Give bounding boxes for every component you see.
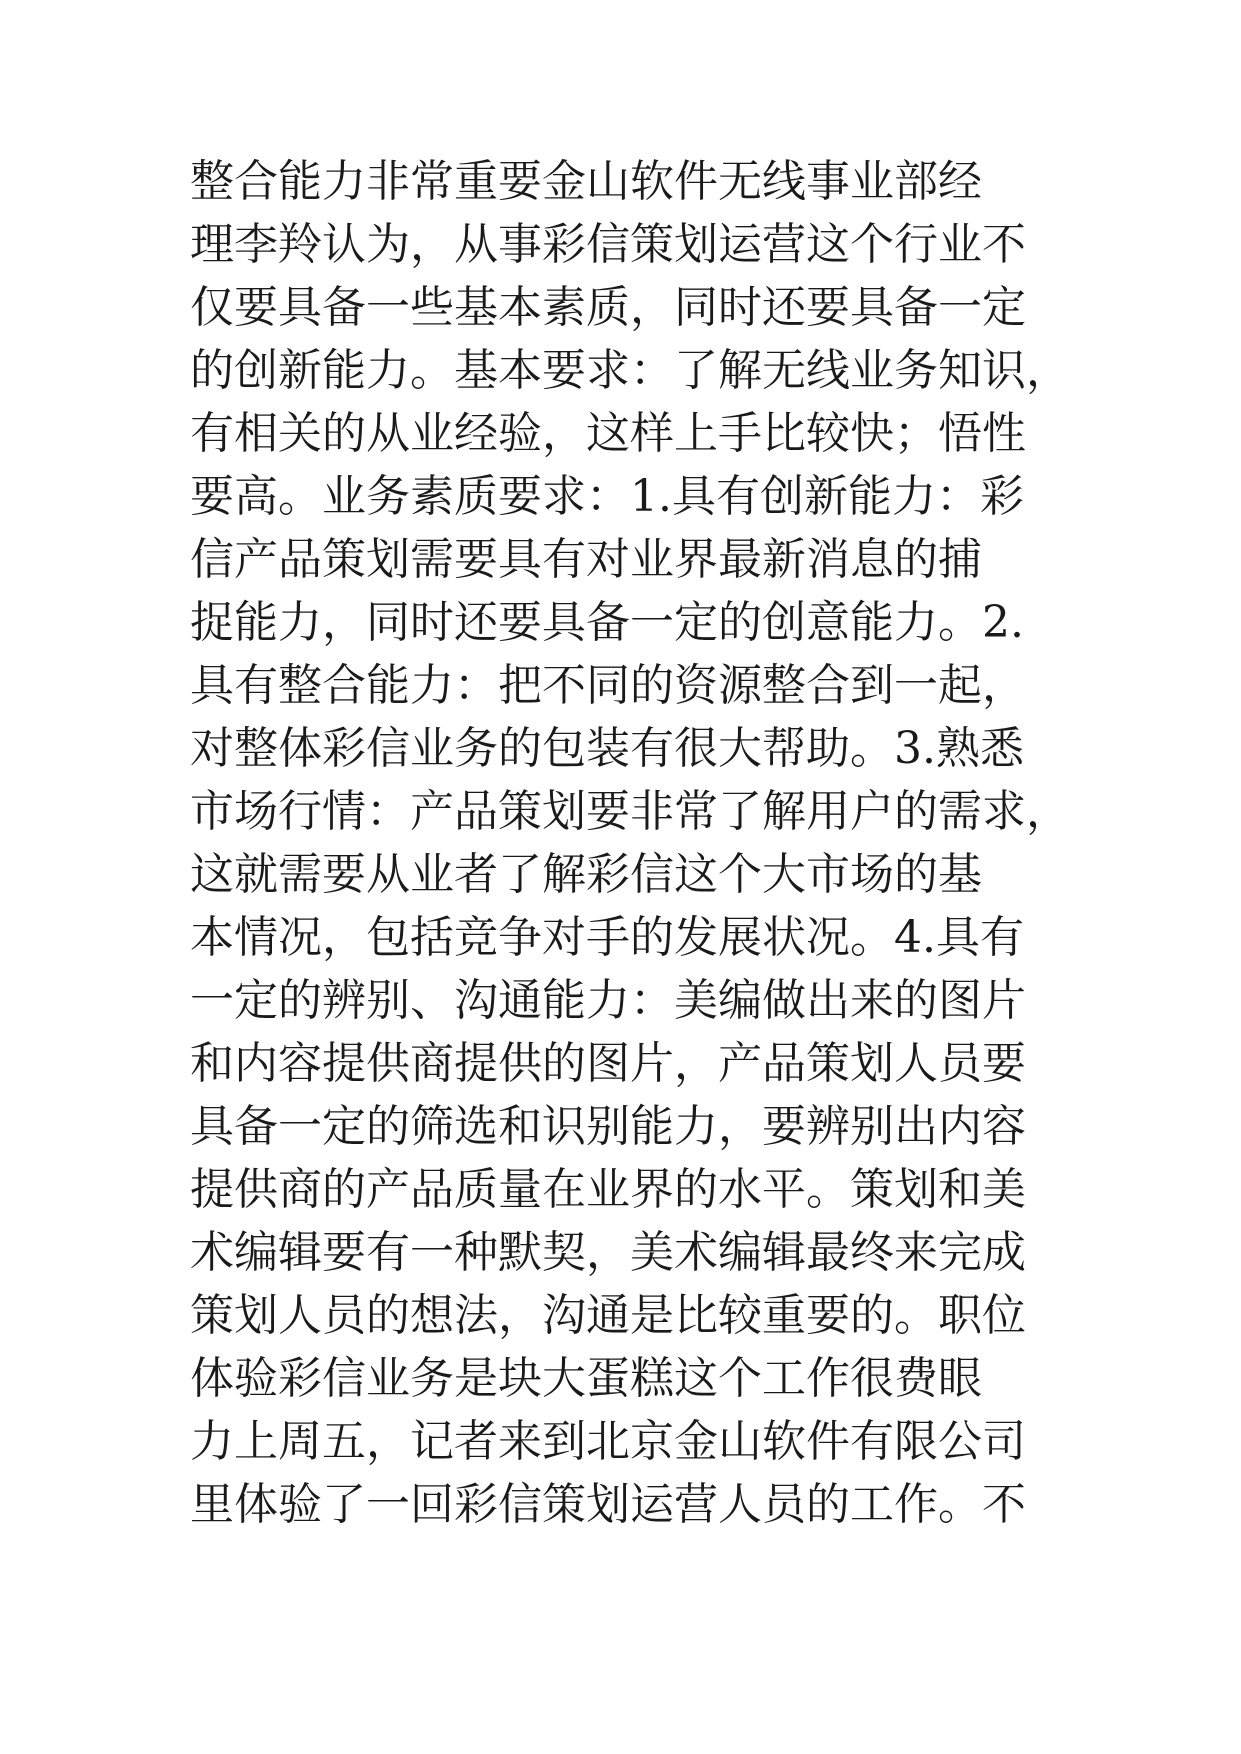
text-line: 一定的辨别、沟通能力：美编做出来的图片	[190, 975, 1026, 1026]
text-line: 提供商的产品质量在业界的水平。策划和美	[190, 1164, 1026, 1215]
text-line: 体验彩信业务是块大蛋糕这个工作很费眼	[190, 1353, 982, 1404]
text-line: 捉能力，同时还要具备一定的创意能力。2.	[190, 597, 1024, 648]
text-line: 和内容提供商提供的图片，产品策划人员要	[190, 1038, 1026, 1089]
text-line: 的创新能力。基本要求：了解无线业务知识，	[190, 345, 1070, 396]
body-text	[190, 150, 1070, 1536]
text-line: 术编辑要有一种默契，美术编辑最终来完成	[190, 1227, 1026, 1278]
text-line: 有相关的从业经验，这样上手比较快；悟性	[190, 408, 1026, 459]
text-line: 具备一定的筛选和识别能力，要辨别出内容	[190, 1101, 1026, 1152]
text-line: 策划人员的想法，沟通是比较重要的。职位	[190, 1290, 1026, 1341]
text-line: 市场行情：产品策划要非常了解用户的需求，	[190, 786, 1070, 837]
text-line: 本情况，包括竞争对手的发展状况。4.具有	[190, 912, 1024, 963]
text-line: 信产品策划需要具有对业界最新消息的捕	[190, 534, 982, 585]
text-line: 具有整合能力：把不同的资源整合到一起，	[190, 660, 1026, 711]
text-line: 仅要具备一些基本素质，同时还要具备一定	[190, 282, 1026, 333]
text-line: 整合能力非常重要金山软件无线事业部经	[190, 156, 982, 207]
text-line: 理李羚认为，从事彩信策划运营这个行业不	[190, 219, 1026, 270]
text-line: 力上周五，记者来到北京金山软件有限公司	[190, 1416, 1026, 1467]
text-line: 对整体彩信业务的包装有很大帮助。3.熟悉	[190, 723, 1024, 774]
text-line: 里体验了一回彩信策划运营人员的工作。不	[190, 1479, 1026, 1530]
text-line: 要高。业务素质要求：1.具有创新能力：彩	[190, 471, 1024, 522]
text-line: 这就需要从业者了解彩信这个大市场的基	[190, 849, 982, 900]
